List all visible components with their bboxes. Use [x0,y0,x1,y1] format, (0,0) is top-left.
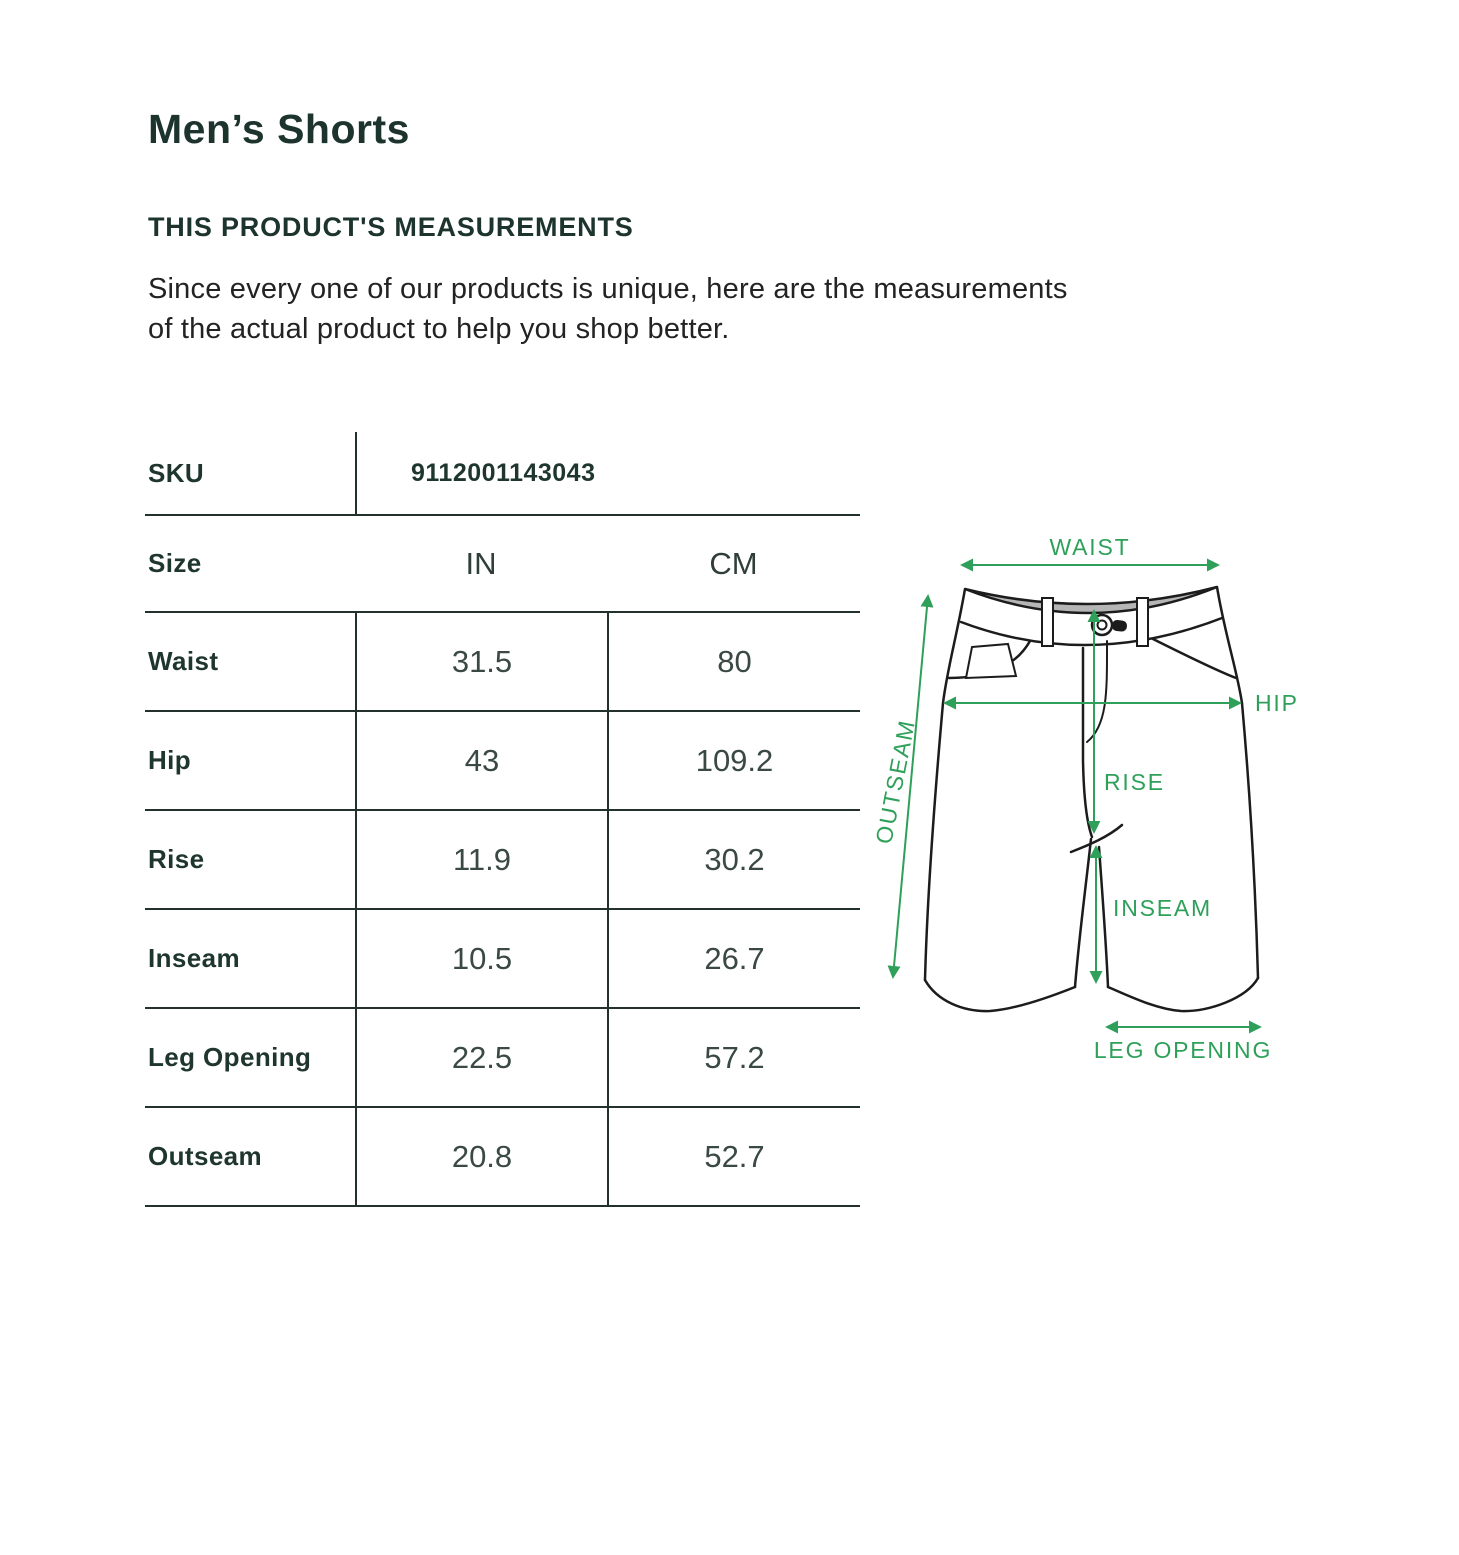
outseam-label: OUTSEAM [870,716,921,846]
rise-label: RISE [1104,769,1165,795]
table-row [145,712,860,811]
table-row [145,1108,860,1207]
table-row [145,811,860,910]
value-cm: 80 [717,643,752,679]
table-row [145,910,860,1009]
inseam-label: INSEAM [1113,895,1212,921]
table-row-sku [145,432,860,516]
value-in: 22.5 [451,1039,513,1075]
value-in: 11.9 [452,841,512,877]
product-description [148,269,1068,349]
sku-value: 9112001143043 [411,458,596,487]
table-row-size-header [145,516,860,613]
value-cm: 52.7 [704,1138,765,1174]
row-label: Leg Opening [148,1042,312,1072]
row-label: Waist [148,646,219,676]
section-heading: THIS PRODUCT'S MEASUREMENTS [148,212,634,242]
leg-opening-label: LEG OPENING [1093,1037,1273,1063]
row-label: Hip [148,745,192,775]
shorts-outline-icon [925,587,1258,1011]
value-in: 20.8 [451,1138,513,1174]
sku-label: SKU [148,457,205,488]
value-in: 10.5 [451,940,513,976]
row-label: Inseam [148,943,241,973]
value-in: 31.5 [451,643,513,679]
measurements-table [145,432,860,1207]
value-cm: 109.2 [695,742,774,778]
table-row [145,1009,860,1108]
value-cm: 57.2 [704,1039,765,1075]
hip-label: HIP [1255,690,1299,716]
shorts-diagram [865,525,1315,1085]
value-cm: 30.2 [704,841,765,877]
description-line: of the actual product to help you shop better. [148,313,730,345]
value-cm: 26.7 [704,940,765,976]
row-label: Outseam [148,1141,263,1171]
table-row [145,613,860,712]
unit-header-cm: CM [709,545,758,581]
waist-label: WAIST [1049,534,1131,560]
value-in: 43 [464,742,500,778]
size-label: Size [148,548,202,578]
page-title: Men’s Shorts [148,106,410,152]
description-line: Since every one of our products is unique, here are the measurements [148,273,1068,305]
row-label: Rise [148,844,205,874]
unit-header-in: IN [465,545,497,581]
